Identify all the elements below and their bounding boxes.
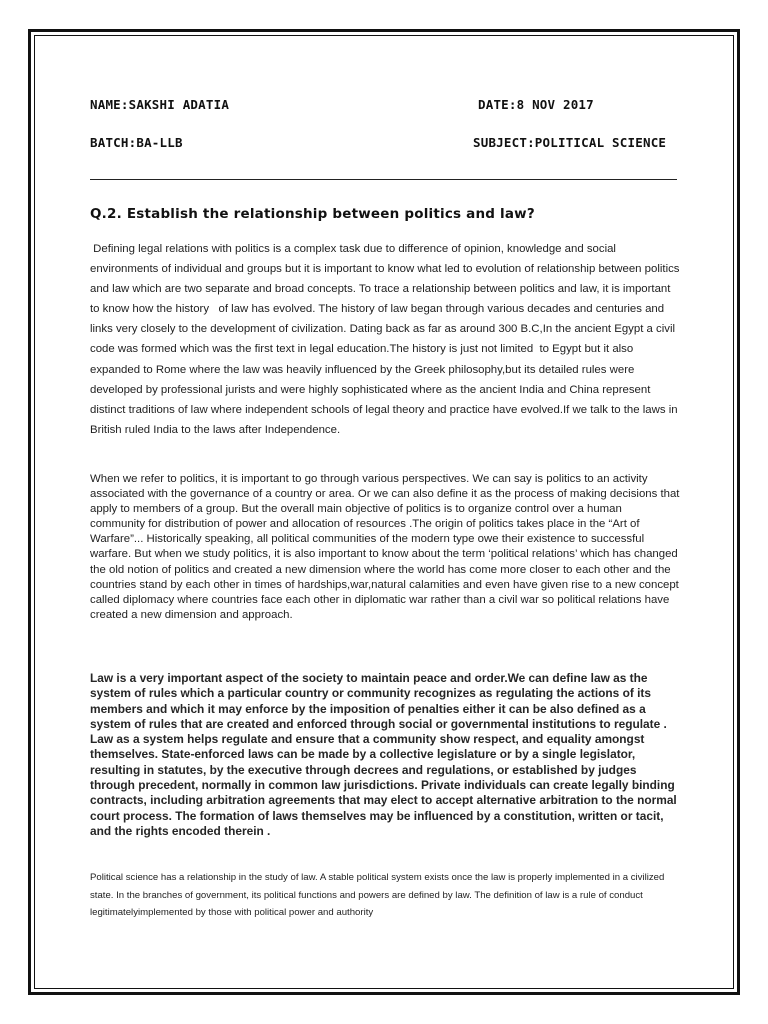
paragraph-law: Law is a very important aspect of the society to maintain peace and order.We can define law as the system of rules which a particular country or community recognizes as regulating the actions of its members and which it may enforce by the imposition of penalties either it can be also defined as a system of rules that are created and enforced through social or governmental institutions to regulate . Law as a system helps regulate and ensure that a community show respect, and equality amongst themselves. State-enforced laws can be made by a collective legislature or by a single legislator, resulting in statutes, by the executive through decrees and regulations, or established by judges through precedent, normally in common law jurisdictions. Private individuals can create legally binding contracts, including arbitration agreements that may elect to accept alternative arbitration to the normal court process. The formation of laws themselves may be influenced by a constitution, written or tacit, and the rights encoded therein .	[90, 671, 677, 838]
subject: SUBJECT:POLITICAL SCIENCE	[473, 135, 667, 150]
paragraph-political-science: Political science has a relationship in the study of law. A stable political system exists once the law is properly implemented in a civilized state. In the branches of government, its political functions and powers are defined by law. The definition of law is a rule of conduct legitimatelyimplemented by those with political power and authority	[90, 872, 665, 918]
student-name: NAME:SAKSHI ADATIA	[90, 97, 230, 112]
date: DATE:8 NOV 2017	[478, 97, 594, 112]
paragraph-history-of-law: Defining legal relations with politics is a complex task due to difference of opinion, knowledge and social environments of individual and groups but it is important to know what led to evolution of relationship between politics and law which are two separate and broad concepts. To trace a relationship between politics and law, it is important to know how the history of law has evolved. The history of law began through various decades and centuries and links very closely to the development of civilization. Dating back as far as around 300 B.C,In the ancient Egypt a civil code was formed which was the first text in legal education.The history is just not limited to Egypt but it also expanded to Rome where the law was heavily influenced by the Greek philosophy,but its detailed rules were developed by professional jurists and were highly sophisticated where as the ancient India and China represent distinct traditions of law where independent schools of legal theory and practice have evolved.If we talk to the laws in British ruled India to the laws after Independence.	[90, 243, 683, 436]
header-divider	[90, 179, 677, 180]
question-heading: Q.2. Establish the relationship between politics and law?	[90, 206, 535, 222]
batch: BATCH:BA-LLB	[90, 135, 183, 150]
paragraph-politics: When we refer to politics, it is important to go through various perspectives. We can say is politics to an activity associated with the governance of a country or area. Or we can also define it as the process of making decisions that apply to members of a group. But the overall main objective of politics is to organize control over a human community for distribution of power and allocation of resources .The origin of politics takes place in the “Art of Warfare”... Historically speaking, all political communities of the modern type owe their existence to successful warfare. But when we study politics, it is also important to know about the term ‘political relations’ which has changed the old notion of politics and created a new dimension where the world has come more closer to each other and the countries stand by each other in times of hardships,war,natural calamities and even have given rise to a new concept called diplomacy where countries face each other in diplomatic war rather than a civil war so political relations have created a new dimension and approach.	[90, 473, 680, 621]
